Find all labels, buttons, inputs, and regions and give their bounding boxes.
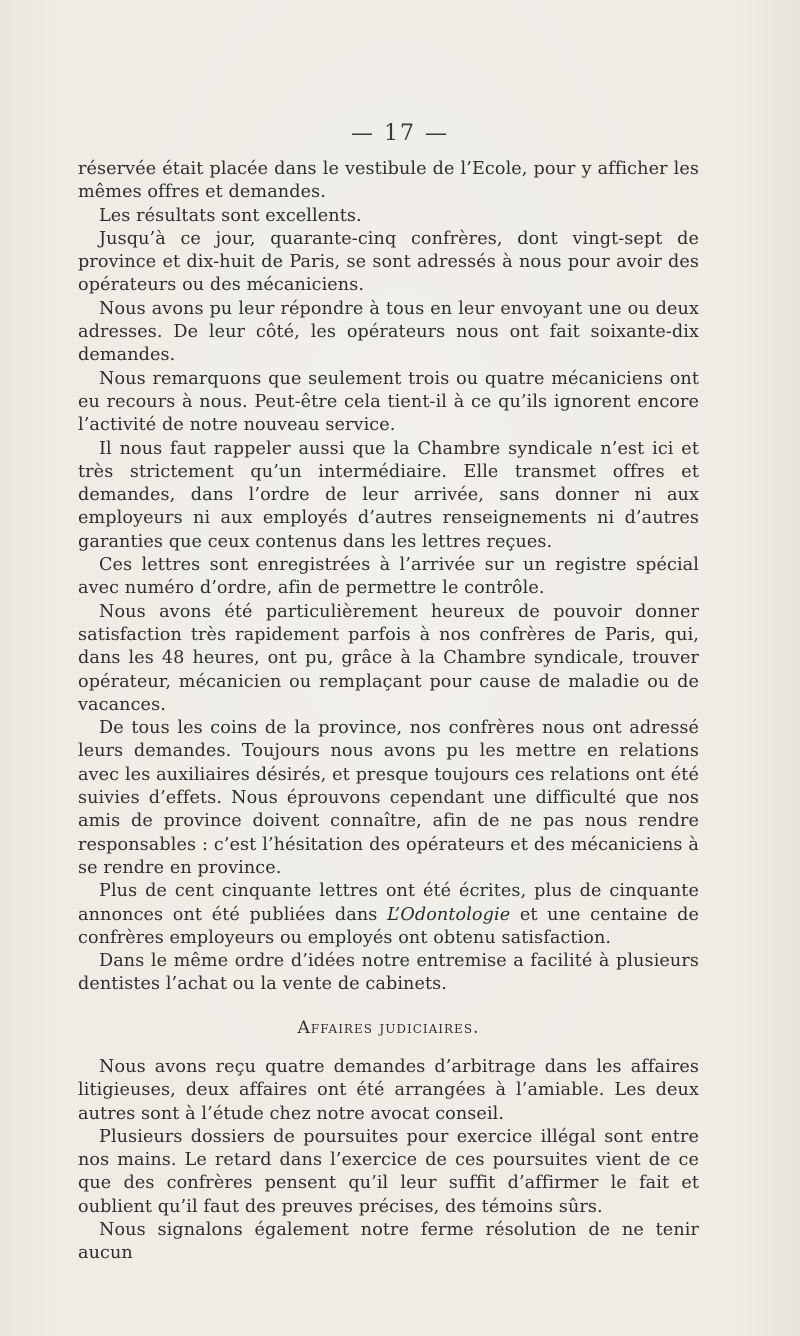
paragraph-1: réservée était placée dans le vestibule de l’Ecole, pour y afficher les mêmes offres et demandes.: [78, 159, 699, 203]
paragraph-7: Ces lettres sont enregistrées à l’arrivée sur un registre spécial avec numéro d’ordre, afin de permettre le contrôle.: [78, 555, 699, 599]
paragraph-6: Il nous faut rappeler aussi que la Chambre syndicale n’est ici et très strictement qu’un intermédiaire. Elle transmet offres et demandes, dans l’ordre de leur arrivée, sans donner ni aux employeurs ni aux employés d’autres renseignements ni d’autres garanties que ceux contenus dans les lettres reçues.: [78, 438, 699, 552]
page-number: — 17 —: [351, 121, 449, 146]
paragraph-10: [78, 880, 699, 950]
journal-title: L’Odontologie: [387, 904, 511, 925]
paragraph-12: Nous avons reçu quatre demandes d’arbitrage dans les affaires litigieuses, deux affaires ont été arrangées à l’amiable. Les deux autres sont à l’étude chez notre avocat conseil.: [78, 1056, 699, 1124]
paragraph-13: Plusieurs dossiers de poursuites pour exercice illégal sont entre nos mains. Le retard dans l’exercice de ces poursuites vient de ce que des confrères pensent qu’il leur suffit d’affirmer le fait et oublient qu’il faut des preuves précises, des témoins sûrs.: [78, 1126, 699, 1217]
paragraph-5: Nous remarquons que seulement trois ou quatre mécaniciens ont eu recours à nous. Peut-être cela tient-il à ce qu’ils ignorent encore l’activité de notre nouveau service.: [78, 368, 699, 436]
body-text: [78, 158, 699, 1266]
paragraph-10-text-start: Plus de cent cinquante lettres ont été écrites, plus de cinquante annonces ont été publiées dans: [78, 881, 699, 925]
paragraph-8: Nous avons été particulièrement heureux de pouvoir donner satisfaction très rapidement parfois à nos confrères de Paris, qui, dans les 48 heures, ont pu, grâce à la Chambre syndicale, trouver opérateur, mécanicien ou remplaçant pour cause de maladie ou de vacances.: [78, 601, 699, 715]
paragraph-9: De tous les coins de la province, nos confrères nous ont adressé leurs demandes. Toujours nous avons pu les mettre en relations avec les auxiliaires désirés, et presque toujours ces relations ont été suivies d’effets. Nous éprouvons cependant une difficulté que nos amis de province doivent connaître, afin de ne pas nous rendre responsables : c’est l’hésitation des opérateurs et des mécaniciens à se rendre en province.: [78, 718, 699, 878]
paragraph-14: Nous signalons également notre ferme résolution de ne tenir aucun: [78, 1220, 699, 1264]
paragraph-3: Jusqu’à ce jour, quarante-cinq confrères, dont vingt-sept de province et dix-huit de Paris, se sont adressés à nous pour avoir des opérateurs ou des mécaniciens.: [78, 228, 699, 296]
paragraph-2: Les résultats sont excellents.: [99, 205, 362, 226]
section-heading: Affaires judiciaires.: [297, 1017, 480, 1038]
paragraph-10-text-end: et une centaine de confrères employeurs ou employés ont obtenu satisfaction.: [78, 904, 699, 948]
paragraph-11: Dans le même ordre d’idées notre entremise a facilité à plusieurs dentistes l’achat ou la vente de cabinets.: [78, 951, 699, 995]
paragraph-4: Nous avons pu leur répondre à tous en leur envoyant une ou deux adresses. De leur côté, les opérateurs nous ont fait soixante-dix demandes.: [78, 298, 699, 366]
